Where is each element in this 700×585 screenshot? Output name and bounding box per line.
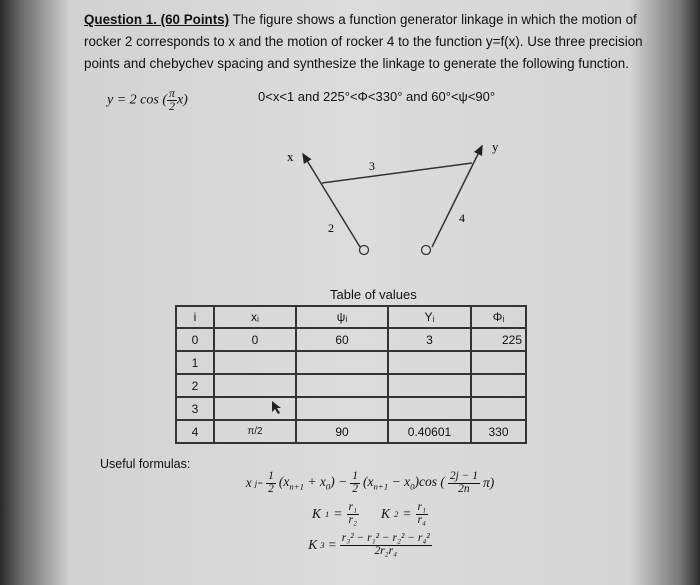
f: 1 xyxy=(325,509,330,519)
f: r₂ xyxy=(348,513,357,526)
k3-formula xyxy=(220,528,520,562)
cell: 0.40601 xyxy=(388,420,471,443)
k2-frac xyxy=(416,502,428,526)
cell: 330 xyxy=(471,420,526,443)
f: r₁ xyxy=(417,501,426,514)
f: 2 xyxy=(352,482,359,495)
cell xyxy=(471,351,526,374)
term2 xyxy=(363,474,445,492)
f: + x xyxy=(304,474,326,490)
chebyshev-formula xyxy=(220,466,520,500)
mouse-cursor-icon xyxy=(271,400,283,416)
f: K xyxy=(308,537,318,552)
f: = xyxy=(333,506,343,521)
range-conditions: 0<x<1 and 225°<Φ<330° and 60°<ψ<90° xyxy=(258,89,496,104)
cell: 90 xyxy=(296,420,388,443)
cell xyxy=(388,351,471,374)
cell xyxy=(214,397,296,420)
header-i: i xyxy=(176,306,214,328)
f: 2 xyxy=(394,509,399,519)
f: n+1 xyxy=(289,481,305,492)
f: 1 xyxy=(352,470,359,483)
table-row xyxy=(176,420,526,443)
f: 0 xyxy=(325,481,331,492)
cell: 3 xyxy=(388,328,471,351)
cell: 0 xyxy=(214,328,296,351)
cell: 225 xyxy=(471,328,526,351)
ground-pivot-4 xyxy=(422,246,431,255)
cell xyxy=(388,397,471,420)
half xyxy=(266,471,276,495)
cell xyxy=(296,351,388,374)
table-row xyxy=(176,351,526,374)
k1-k2-formulas xyxy=(220,500,520,528)
f: 2 xyxy=(268,482,274,495)
term1 xyxy=(279,474,347,492)
label-link-3: 3 xyxy=(369,159,375,173)
f: − x xyxy=(388,474,411,490)
f: 2r₂r₄ xyxy=(374,544,398,557)
cell: 0 xyxy=(176,328,214,351)
cell xyxy=(296,397,388,420)
table-row xyxy=(176,397,526,420)
frac-den: 2 xyxy=(169,98,175,113)
label-x: x xyxy=(287,149,294,164)
table-title: Table of values xyxy=(330,287,417,302)
question-body: The figure shows a function generator linkage in which the motion of rocker 2 corresponds to x and the motion of rocker 4 to the function y=f(x). Use three precision points and chebychev spacing and synthesize the linkage to generate the following function. xyxy=(84,12,643,71)
header-phi: Φᵢ xyxy=(471,306,526,328)
f: (x xyxy=(278,474,290,490)
ground-pivot-2 xyxy=(360,246,369,255)
table-row xyxy=(176,328,526,351)
cell: 1 xyxy=(176,351,214,374)
cell: 3 xyxy=(176,397,214,420)
cell xyxy=(388,374,471,397)
f: (x xyxy=(363,474,374,490)
label-y: y xyxy=(492,139,499,154)
f: 2j − 1 xyxy=(449,470,478,483)
half xyxy=(350,471,360,495)
cell xyxy=(471,397,526,420)
f: r₄ xyxy=(417,513,426,526)
function-rhs: x) xyxy=(176,92,188,108)
f: r₁ xyxy=(348,501,357,514)
cos-arg xyxy=(448,471,480,495)
cell xyxy=(471,374,526,397)
f: j= xyxy=(254,478,264,488)
f: = xyxy=(327,537,337,552)
values-table xyxy=(175,305,527,444)
cell: 4 xyxy=(176,420,214,443)
cell: 2 xyxy=(176,374,214,397)
f: K xyxy=(381,506,391,521)
f: π) xyxy=(482,475,495,490)
f: ) − xyxy=(330,474,348,490)
f: 3 xyxy=(320,540,325,550)
f: r₃² − r₁² − r₂² − r₄² xyxy=(341,532,430,545)
coupler-3-link xyxy=(322,163,472,183)
f: 2n xyxy=(458,482,470,495)
cell xyxy=(214,374,296,397)
cell: 60 xyxy=(296,328,388,351)
f: )cos ( xyxy=(414,474,445,490)
f: x xyxy=(245,475,252,490)
table-header-row xyxy=(176,306,526,328)
f: n+1 xyxy=(373,481,389,492)
header-x: xᵢ xyxy=(214,306,296,328)
k3-frac xyxy=(340,533,432,557)
f: = xyxy=(402,506,412,521)
formulas-label: Useful formulas: xyxy=(100,457,191,471)
cell xyxy=(214,351,296,374)
formulas xyxy=(220,466,520,562)
header-y: Yᵢ xyxy=(388,306,471,328)
table-row xyxy=(176,374,526,397)
question-title: Question 1. (60 Points) xyxy=(84,12,230,27)
k1-frac xyxy=(347,502,359,526)
label-link-2: 2 xyxy=(328,221,334,235)
header-psi: ψᵢ xyxy=(296,306,388,328)
f: K xyxy=(312,506,322,521)
cell xyxy=(296,374,388,397)
rocker-4-link xyxy=(432,146,482,247)
function-lhs: y = 2 cos ( xyxy=(107,92,167,108)
frac-num: π xyxy=(169,86,175,100)
label-link-4: 4 xyxy=(459,211,465,225)
cell-x-pi-over-2: π/2 xyxy=(214,420,296,443)
f: 0 xyxy=(410,481,415,492)
f: 1 xyxy=(268,470,274,483)
